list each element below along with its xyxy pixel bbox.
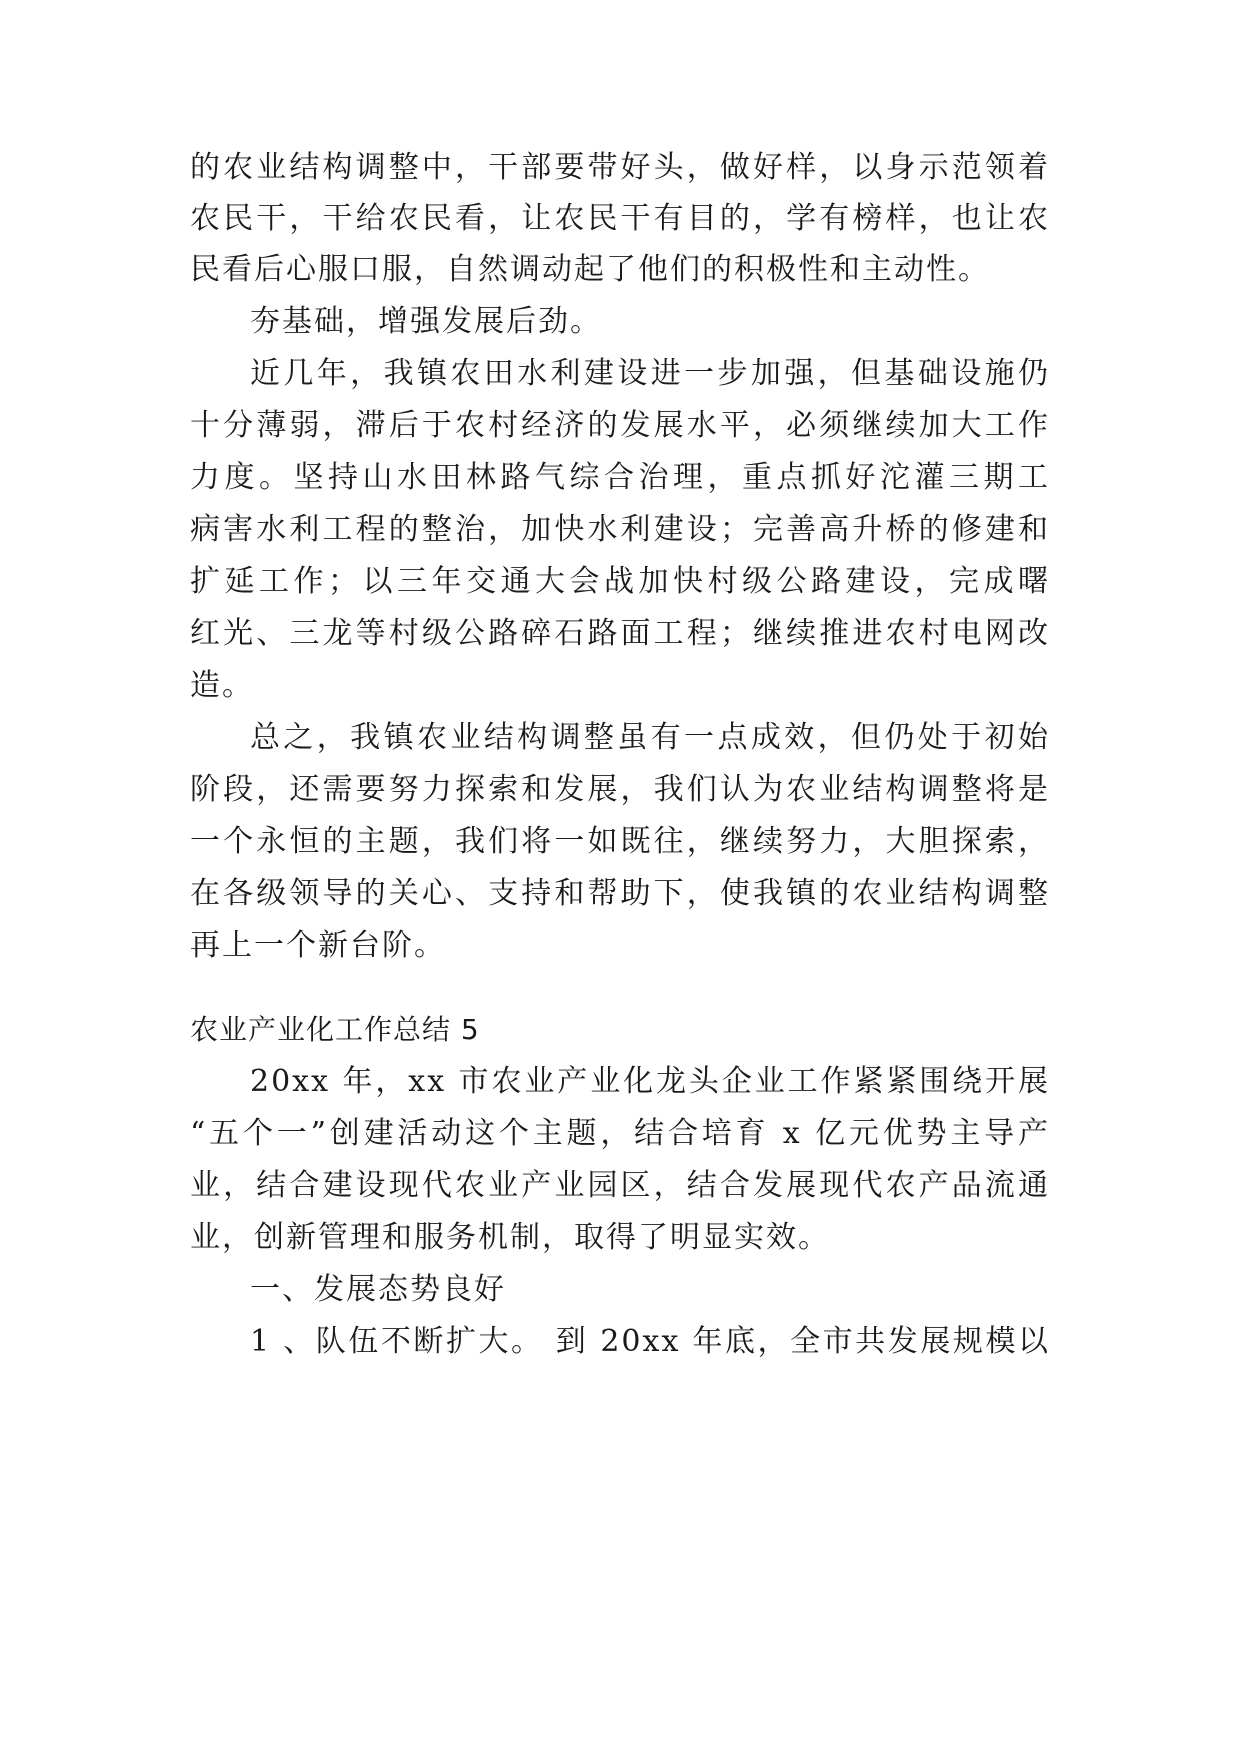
- paragraph-line: 1 、队伍不断扩大。 到 20xx 年底，全市共发展规模以: [250, 1324, 1050, 1359]
- paragraph-line: 民看后心服口服，自然调动起了他们的积极性和主动性。: [190, 252, 990, 287]
- paragraph-line: 病害水利工程的整治，加快水利建设；完善高升桥的修建和: [190, 512, 1050, 547]
- paragraph-line: 业，创新管理和服务机制，取得了明显实效。: [190, 1220, 830, 1255]
- section-subheading: 夯基础，增强发展后劲。: [250, 304, 602, 339]
- paragraph-line: 20xx 年，xx 市农业产业化龙头企业工作紧紧围绕开展: [250, 1064, 1050, 1099]
- section-subheading: 一、发展态势良好: [250, 1272, 506, 1307]
- paragraph-line: 十分薄弱，滞后于农村经济的发展水平，必须继续加大工作: [190, 408, 1050, 443]
- paragraph-line: 扩延工作；以三年交通大会战加快村级公路建设，完成曙: [190, 564, 1050, 599]
- paragraph-line: 总之，我镇农业结构调整虽有一点成效，但仍处于初始: [250, 720, 1050, 755]
- paragraph-line: 红光、三龙等村级公路碎石路面工程；继续推进农村电网改: [190, 616, 1050, 651]
- paragraph-line: 阶段，还需要努力探索和发展，我们认为农业结构调整将是: [190, 772, 1050, 807]
- paragraph-line: 业，结合建设现代农业产业园区，结合发展现代农产品流通: [190, 1168, 1050, 1203]
- paragraph-line: “五个一”创建活动这个主题，结合培育 x 亿元优势主导产: [190, 1116, 1050, 1151]
- paragraph-line: 造。: [190, 668, 254, 703]
- paragraph-line: 一个永恒的主题，我们将一如既往，继续努力，大胆探索，: [190, 824, 1050, 859]
- paragraph-line: 近几年，我镇农田水利建设进一步加强，但基础设施仍: [250, 356, 1050, 391]
- paragraph-line: 再上一个新台阶。: [190, 928, 446, 963]
- paragraph-line: 农民干，干给农民看，让农民干有目的，学有榜样，也让农: [190, 201, 1050, 236]
- paragraph-line: 在各级领导的关心、支持和帮助下，使我镇的农业结构调整: [190, 876, 1050, 911]
- paragraph-line: 的农业结构调整中，干部要带好头，做好样，以身示范领着: [190, 150, 1050, 185]
- section-title: 农业产业化工作总结 5: [190, 1013, 480, 1046]
- paragraph-line: 力度。坚持山水田林路气综合治理，重点抓好沱灌三期工: [190, 460, 1050, 495]
